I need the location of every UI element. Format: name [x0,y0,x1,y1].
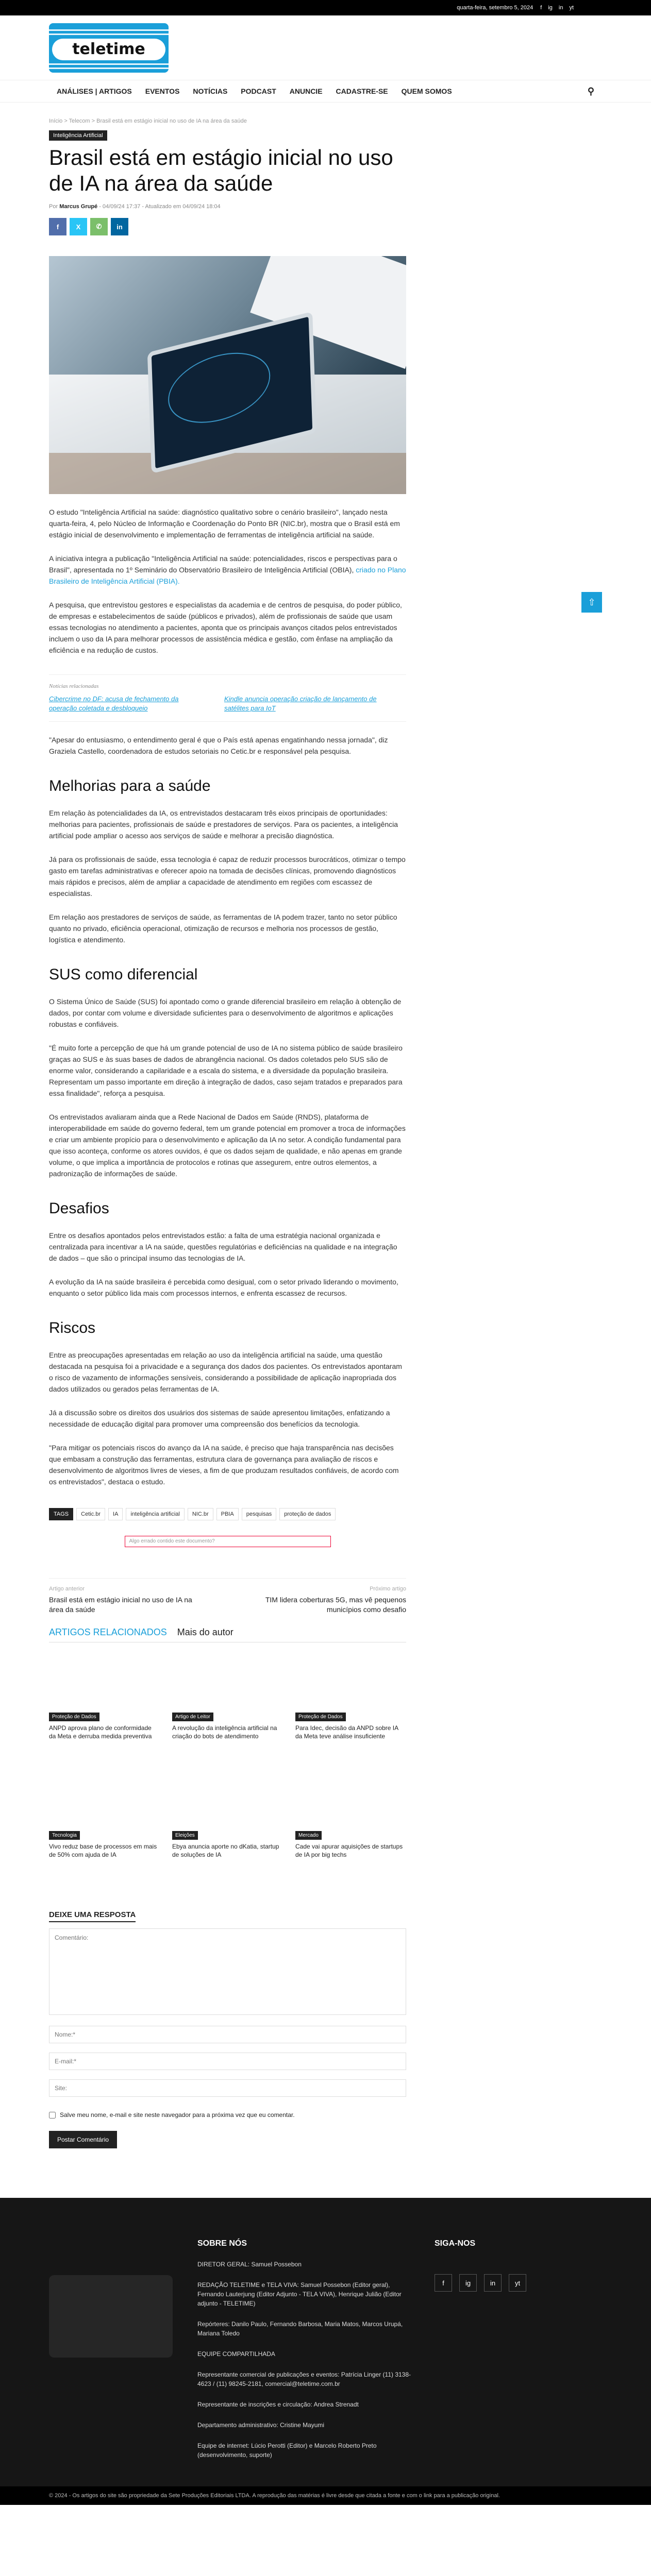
nav-noticias[interactable]: NOTÍCIAS [193,87,228,95]
footer-about [197,2239,414,2460]
footer-line: EQUIPE COMPARTILHADA [197,2350,275,2358]
paragraph: Os entrevistados avaliaram ainda que a Rede Nacional de Dados em Saúde (RNDS), plataforma de interoperabilidade em saúde do governo federal, tem um grande potencial em promover a troca de informações e criar um ambiente propício para o desenvolvimento e aplicação da IA no setor. A condição fundamental para que isso aconteça, conforme os atores ouvidos, é que os dados sejam de qualidade, e não apenas em grande volume, o que implica a importância de protocolos e rotinas que assegurem, entre outros elementos, a padronização de informações de saúde. [49,1113,406,1178]
share-facebook-icon[interactable]: f [49,218,66,235]
related-card[interactable] [172,1653,282,1761]
footer-logo-watermark [49,2275,173,2358]
paragraph: Já a discussão sobre os direitos dos usuários dos sistemas de saúde apresentou limitações, enfatizando a necessidade de educação digital para promover uma compreensão dos benefícios da tecnologia. [49,1409,390,1428]
paragraph: Entre as preocupações apresentadas em relação ao uso da inteligência artificial na saúde, uma questão destacada na pesquisa foi a privacidade e a segurança dos dados dos pacientes. Os entrevistados apontaram o risco de vazamento de informações sensíveis, considerando a possibilidade de aplicação inapropriada dos dados utilizados ou gerados pelas ferramentas de IA. [49,1351,402,1393]
comment-form [49,1890,406,2148]
prev-article-link[interactable]: Brasil está em estágio inicial no uso de IA na área da saúde [49,1596,192,1614]
footer-line: Representante de inscrições e circulação: Andrea Strenadt [197,2401,359,2408]
article-title: Brasil está em estágio inicial no uso de IA na área da saúde [49,145,393,195]
card-title[interactable]: ANPD aprova plano de conformidade da Meta e derruba medida preventiva [49,1724,152,1740]
card-tag[interactable]: Proteção de Dados [295,1713,346,1721]
footer-line: Repórteres: Danilo Paulo, Fernando Barbosa, Maria Matos, Marcos Urupá, Mariana Toledo [197,2320,403,2337]
tags-label: TAGS [49,1508,73,1520]
section-heading: Melhorias para a saúde [49,777,211,794]
share-linkedin-icon[interactable]: in [111,218,128,235]
prev-label: Artigo anterior [49,1586,85,1592]
share-x-icon[interactable]: X [70,218,87,235]
top-bar [0,0,651,15]
related-card[interactable] [172,1771,282,1879]
next-label: Próximo artigo [370,1586,406,1592]
paragraph: O Sistema Único de Saúde (SUS) foi apontado como o grande diferencial brasileiro em relação à obtenção de dados, por contar com volume e diversidade suficientes para o desenvolvimento de algoritmos e aplicações robustas e confiáveis. [49,997,402,1028]
scroll-top-button[interactable]: ⇧ [581,592,602,613]
section-heading: Desafios [49,1200,109,1217]
next-article-link[interactable]: TIM lidera coberturas 5G, mas vê pequenos municípios como desafio [265,1596,406,1614]
paragraph: "É muito forte a percepção de que há um grande potencial de uso de IA no sistema público de saúde brasileiro graças ao SUS e às suas bases de dados de abrangência nacional. Os dados coletados pelo SUS são de enorme valor, considerando a capilaridade e a escala do sistema, e a diversidade da população brasileira. Representam um passo importante em direção à integração de dados, caso sejam tratados e preparados para essa finalidade", reforça a pesquisa. [49,1044,403,1097]
instagram-icon[interactable]: ig [548,5,553,11]
category-badge[interactable]: Inteligência Artificial [49,130,107,141]
card-tag[interactable]: Proteção de Dados [49,1713,99,1721]
tab-more-author[interactable]: Mais do autor [177,1627,233,1637]
footer-line: Equipe de internet: Lúcio Perotti (Editor) e Marcelo Roberto Preto (desenvolvimento, suporte) [197,2442,377,2459]
card-tag[interactable]: Artigo de Leitor [172,1713,213,1721]
paragraph: A pesquisa, que entrevistou gestores e especialistas da academia e de centros de pesquisa, do poder público, de empresas e estabelecimentos de saúde (públicos e privados), além de profissionais de saúde que usam essas tecnologias no atendimento a pacientes, aponta que os principais avanços citados pelos entrevistados incluem o uso da IA para melhorar processos de assistência médica e gestão, com ênfase na ampliação da eficiência e na redução de custos. [49,601,402,654]
tag-link[interactable]: Cetic.br [76,1508,105,1520]
card-tag[interactable]: Eleições [172,1831,198,1840]
tab-related[interactable]: ARTIGOS RELACIONADOS [49,1627,167,1637]
article-meta: Por Marcus Grupé - 04/09/24 17:37 - Atualizado em 04/09/24 18:04 [49,204,221,210]
footer-line: DIRETOR GERAL: Samuel Possebon [197,2261,302,2268]
save-info-label: Salve meu nome, e-mail e site neste navegador para a próxima vez que eu comentar. [60,2111,295,2119]
card-tag[interactable]: Tecnologia [49,1831,80,1840]
section-heading: Riscos [49,1319,96,1336]
comment-form-title: DEIXE UMA RESPOSTA [49,1910,136,1922]
related-link[interactable]: Kindle anuncia operação criação de lançamento de satélites para IoT [224,695,377,712]
paragraph: Em relação aos prestadores de serviços de saúde, as ferramentas de IA podem trazer, tanto no setor público quanto no privado, eficiência operacional, otimização de recursos e melhoria nos processos de gestão, logística e atendimento. [49,913,397,944]
paragraph: A iniciativa integra a publicação "Inteligência Artificial na saúde: potencialidades, riscos e perspectivas para o Brasil", apresentada no 1º Seminário do Observatório Brasileiro de Inteligência Artificial (OBIA), criado no Plano Brasileiro de Inteligência Artificial (PBIA). [49,554,406,585]
card-title[interactable]: Ebya anuncia aporte no dKatia, startup de soluções de IA [172,1843,279,1858]
tag-link[interactable]: NIC.br [188,1508,213,1520]
youtube-icon[interactable]: yt [569,5,574,11]
share-whatsapp-icon[interactable]: ✆ [90,218,108,235]
site-footer [0,2198,651,2486]
tag-link[interactable]: IA [108,1508,123,1520]
nav-eventos[interactable]: EVENTOS [145,87,180,95]
nav-cadastre[interactable]: CADASTRE-SE [336,87,388,95]
website-field[interactable] [49,2079,406,2097]
card-title[interactable]: Cade vai apurar aquisições de startups de IA por big techs [295,1843,403,1858]
site-logo[interactable] [49,23,169,73]
tag-link[interactable]: pesquisas [242,1508,277,1520]
tags-row [49,1508,406,1520]
footer-facebook-icon[interactable]: f [435,2274,452,2292]
section-heading: SUS como diferencial [49,966,198,983]
prev-next-nav [49,1578,406,1615]
related-link[interactable]: Cibercrime no DF: acusa de fechamento da operação coletada e desbloqueio [49,695,179,712]
save-info-checkbox[interactable] [49,2112,56,2119]
main-nav [0,80,651,103]
facebook-icon[interactable]: f [540,5,542,11]
paragraph: "Apesar do entusiasmo, o entendimento geral é que o País está apenas engatinhando nessa jornada", diz Graziela Castello, coordenadora de estudos setoriais no Cetic.br e responsável pela pesquisa. [49,736,388,755]
footer-linkedin-icon[interactable]: in [484,2274,502,2292]
comment-textarea[interactable] [49,1928,406,2015]
search-icon[interactable]: ⚲ [587,86,594,96]
card-title[interactable]: A revolução da inteligência artificial na criação do bots de atendimento [172,1724,277,1740]
paragraph: Entre os desafios apontados pelos entrevistados estão: a falta de uma estratégia nacional organizada e centralizada para incentivar a IA na saúde, questões regulatórias e deficiências na qualidade e na integração de dados – que são o principal insumo das tecnologias de IA. [49,1231,397,1262]
tag-link[interactable]: PBIA [216,1508,239,1520]
paragraph: Já para os profissionais de saúde, essa tecnologia é capaz de reduzir processos burocráticos, otimizar o tempo gasto em tarefas administrativas e oferecer apoio na tomada de decisões clínicas, promovendo diagnósticos mais rápidos e precisos, além de ampliar a capacidade de atendimento em regiões com escassez de especialistas. [49,855,406,897]
card-tag[interactable]: Mercado [295,1831,322,1840]
paragraph: O estudo "Inteligência Artificial na saúde: diagnóstico qualitativo sobre o cenário brasileiro", lançado nesta quarta-feira, 4, pelo Núcleo de Informação e Coordenação do Ponto BR (NIC.br), mostra que o Brasil está em estágio inicial de desenvolvimento e implementação de ferramentas de inteligência artificial na saúde. [49,508,400,539]
paragraph: Em relação às potencialidades da IA, os entrevistados destacaram três eixos principais de oportunidades: melhorias para pacientes, profissionais de saúde e prestadores de serviços. Para os pacientes, a inteligência artificial pode ampliar o acesso aos serviços de saúde e melhorar a precisão diagnóstica. [49,809,398,840]
date-text: quarta-feira, setembro 5, 2024 [457,5,533,11]
footer-line: Departamento administrativo: Cristine Mayumi [197,2421,325,2429]
breadcrumb: Início > Telecom > Brasil está em estágio inicial no uso de IA na área da saúde [49,118,247,124]
share-buttons [49,218,406,235]
nav-quem-somos[interactable]: QUEM SOMOS [401,87,452,95]
nav-podcast[interactable]: PODCAST [241,87,276,95]
footer-about-title: SOBRE NÓS [197,2239,247,2248]
footer-follow-title: SIGA-NOS [435,2239,476,2248]
related-tabs [49,1627,406,1642]
article [49,118,406,2148]
logo-text: teletime [52,39,165,60]
footer-instagram-icon[interactable]: ig [459,2274,477,2292]
email-field[interactable] [49,2053,406,2070]
nav-anuncie[interactable]: ANUNCIE [289,87,323,95]
copyright-bar: © 2024 - Os artigos do site são propriedade da Sete Produções Editoriais LTDA. A reprodução das matérias é livre desde que citada a fonte e com o link para a publicação original. [0,2486,651,2505]
linkedin-icon[interactable]: in [558,5,563,11]
tag-link[interactable]: inteligência artificial [126,1508,184,1520]
site-header [0,15,651,80]
related-card[interactable] [295,1771,406,1879]
submit-comment-button[interactable]: Postar Comentário [49,2131,117,2148]
paragraph: A evolução da IA na saúde brasileira é percebida como desigual, com o setor privado liderando o movimento, enquanto o setor público lida mais com processos internos, e enfrenta escassez de recursos. [49,1278,398,1297]
footer-line: REDAÇÃO TELETIME e TELA VIVA: Samuel Possebon (Editor geral), Fernando Lauterjung (Editor Adjunto - TELA VIVA), Henrique Julião (Editor adjunto - TELETIME) [197,2281,402,2307]
author-link[interactable]: Marcus Grupé [59,204,98,210]
card-title[interactable]: Vivo reduz base de processos em mais de 50% com ajuda de IA [49,1843,157,1858]
related-heading: Notícias relacionadas [49,683,99,689]
related-card[interactable] [49,1771,159,1879]
paragraph: "Para mitigar os potenciais riscos do avanço da IA na saúde, é preciso que haja transparência nas decisões que embasam a construção das ferramentas, estrutura clara de governança para avaliação de riscos e desenvolvimento de algoritmos livres de vieses, a fim de que produzam resultados confiáveis, de acordo com os entrevistados", destaca o estudo. [49,1444,399,1486]
related-card[interactable] [295,1653,406,1761]
pbia-link[interactable]: criado no Plano Brasileiro de Inteligência Artificial (PBIA). [49,566,406,585]
nav-analises[interactable]: ANÁLISES | ARTIGOS [57,87,132,95]
tag-link[interactable]: proteção de dados [279,1508,336,1520]
footer-line: Representante comercial de publicações e eventos: Patrícia Linger (11) 3138-4623 / (11) 98245-2181, comercial@teletime.com.br [197,2371,411,2387]
card-title[interactable]: Para Idec, decisão da ANPD sobre IA da Meta teve análise insuficiente [295,1724,398,1740]
name-field[interactable] [49,2026,406,2043]
related-card[interactable] [49,1653,159,1761]
report-error-box[interactable]: Algo errado contido este documento? [125,1536,331,1547]
related-grid [49,1653,406,1890]
hero-image [49,256,406,494]
footer-youtube-icon[interactable]: yt [509,2274,526,2292]
top-social [540,5,574,11]
footer-follow [435,2239,526,2292]
related-news-box [49,674,406,722]
